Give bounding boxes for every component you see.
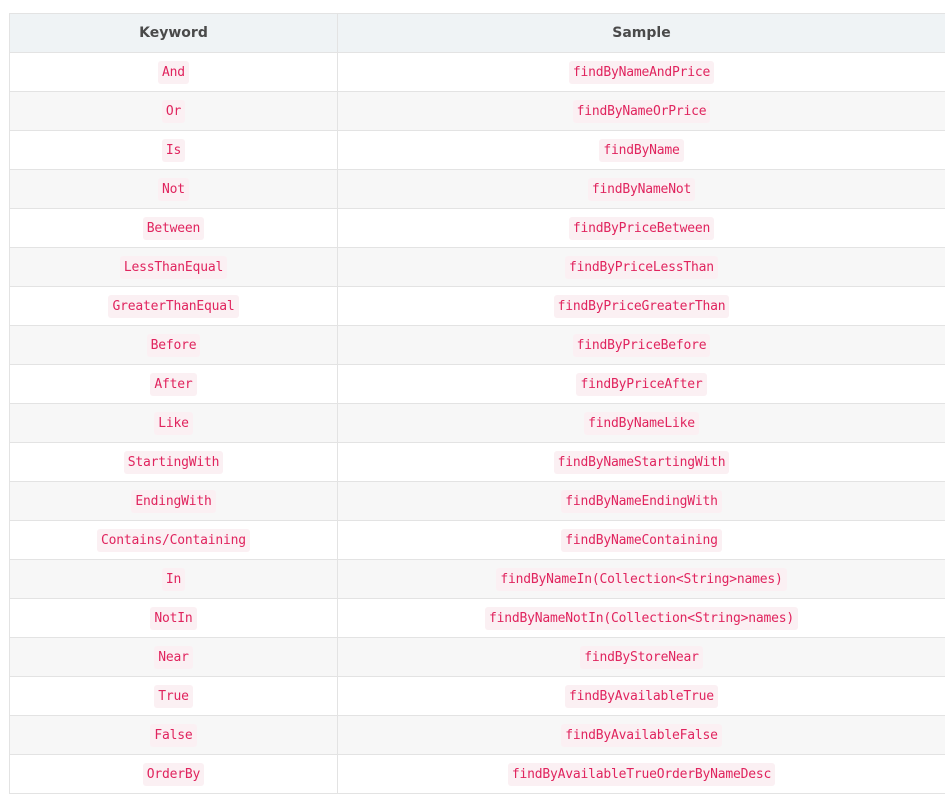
keyword-code: Between (143, 217, 204, 240)
table-row-4 (10, 170, 945, 209)
sample-cell (338, 599, 945, 638)
sample-cell (338, 482, 945, 521)
sample-code: findByNameNotIn(Collection<String>names) (485, 607, 798, 630)
table-header (10, 14, 945, 53)
keyword-code: False (150, 724, 196, 747)
sample-code: findByAvailableFalse (561, 724, 722, 747)
keyword-code: StartingWith (124, 451, 224, 474)
keyword-code: Like (154, 412, 193, 435)
sample-code: findByPriceBefore (573, 334, 711, 357)
sample-cell (338, 365, 945, 404)
keyword-cell (10, 53, 338, 92)
sample-code: findByPriceGreaterThan (554, 295, 730, 318)
sample-code: findByPriceLessThan (565, 256, 718, 279)
sample-code: findByStoreNear (580, 646, 702, 669)
sample-cell (338, 404, 945, 443)
sample-cell (338, 287, 945, 326)
sample-cell (338, 755, 945, 794)
keyword-code: Is (162, 139, 185, 162)
keyword-code: And (158, 61, 189, 84)
sample-cell (338, 170, 945, 209)
keyword-code: True (154, 685, 193, 708)
keyword-table (9, 13, 945, 794)
table-row-17 (10, 677, 945, 716)
sample-code: findByNameAndPrice (569, 61, 714, 84)
table-row-19 (10, 755, 945, 794)
keyword-code: Before (147, 334, 201, 357)
table-row-9 (10, 365, 945, 404)
table-row-1 (10, 53, 945, 92)
keyword-cell (10, 521, 338, 560)
sample-cell (338, 248, 945, 287)
keyword-cell (10, 92, 338, 131)
table-row-7 (10, 287, 945, 326)
sample-code: findByNameContaining (561, 529, 722, 552)
sample-cell (338, 326, 945, 365)
sample-cell (338, 53, 945, 92)
sample-code: findByNameStartingWith (554, 451, 730, 474)
sample-cell (338, 521, 945, 560)
table-row-16 (10, 638, 945, 677)
table-row-18 (10, 716, 945, 755)
sample-code: findByPriceAfter (576, 373, 706, 396)
keyword-cell (10, 755, 338, 794)
keyword-code: Not (158, 178, 189, 201)
keyword-cell (10, 131, 338, 170)
sample-cell (338, 638, 945, 677)
sample-code: findByAvailableTrue (565, 685, 718, 708)
header-row (10, 14, 945, 53)
keyword-code: LessThanEqual (120, 256, 227, 279)
keyword-cell (10, 248, 338, 287)
sample-code: findByAvailableTrueOrderByNameDesc (508, 763, 775, 786)
sample-code: findByNameEndingWith (561, 490, 722, 513)
keyword-code: After (150, 373, 196, 396)
table-row-6 (10, 248, 945, 287)
keyword-cell (10, 443, 338, 482)
sample-cell (338, 560, 945, 599)
keyword-cell (10, 170, 338, 209)
keyword-cell (10, 599, 338, 638)
sample-cell (338, 209, 945, 248)
sample-code: findByNameNot (588, 178, 695, 201)
table-row-15 (10, 599, 945, 638)
keyword-code: In (162, 568, 185, 591)
keyword-code: Near (154, 646, 193, 669)
table-row-14 (10, 560, 945, 599)
keyword-code: OrderBy (143, 763, 204, 786)
sample-cell (338, 131, 945, 170)
keyword-code: NotIn (150, 607, 196, 630)
keyword-cell (10, 677, 338, 716)
table-row-3 (10, 131, 945, 170)
table-row-11 (10, 443, 945, 482)
table-row-10 (10, 404, 945, 443)
sample-code: findByNameOrPrice (573, 100, 711, 123)
sample-code: findByPriceBetween (569, 217, 714, 240)
keyword-cell (10, 638, 338, 677)
table-row-13 (10, 521, 945, 560)
keyword-cell (10, 326, 338, 365)
sample-cell (338, 677, 945, 716)
sample-cell (338, 443, 945, 482)
sample-code: findByName (599, 139, 683, 162)
table-row-2 (10, 92, 945, 131)
keyword-cell (10, 716, 338, 755)
keyword-code: Or (162, 100, 185, 123)
keyword-code: EndingWith (131, 490, 215, 513)
keyword-cell (10, 404, 338, 443)
sample-cell (338, 716, 945, 755)
keyword-cell (10, 209, 338, 248)
sample-cell (338, 92, 945, 131)
table-row-5 (10, 209, 945, 248)
table-row-12 (10, 482, 945, 521)
table-row-8 (10, 326, 945, 365)
keyword-cell (10, 482, 338, 521)
header-keyword: Keyword (10, 14, 338, 53)
keyword-cell (10, 287, 338, 326)
keyword-code: Contains/Containing (97, 529, 250, 552)
sample-code: findByNameIn(Collection<String>names) (496, 568, 786, 591)
keyword-code: GreaterThanEqual (108, 295, 238, 318)
table-body (10, 53, 945, 794)
keyword-cell (10, 560, 338, 599)
sample-code: findByNameLike (584, 412, 699, 435)
keyword-cell (10, 365, 338, 404)
header-sample: Sample (338, 14, 945, 53)
